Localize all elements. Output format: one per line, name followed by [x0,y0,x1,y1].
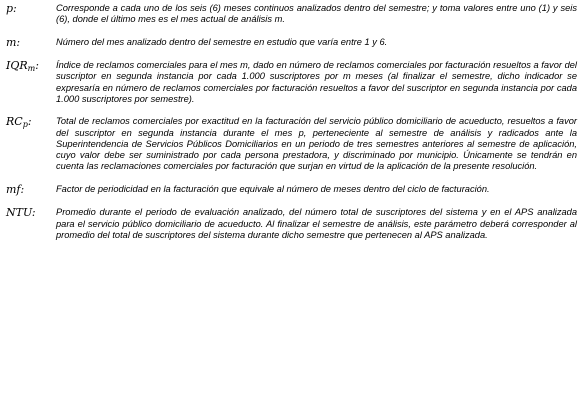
definition-text: Corresponde a cada uno de los seis (6) meses continuos analizados dentro del semestre; y toma valores entre uno (1) y seis (6), donde el último mes es el mes actual de análisis m. [56,3,577,25]
definition-m [6,37,577,50]
definition-text: Promedio durante el periodo de evaluación analizado, del número total de suscriptores del sistema y en el APS analizada para el servicio público domiciliario de acueducto. Al finalizar el semestre de análisis, este parámetro deberá corresponder al promedio del total de suscriptores del sistema durante dicho semestre que pertenecen al APS analizada. [56,207,577,240]
definition-symbol: mf: [6,182,25,196]
definition-text: Índice de reclamos comerciales para el mes m, dado en número de reclamos comerciales por facturación resueltos a favor del suscriptor en segunda instancia por cada 1.000 suscriptores por m meses (al finalizar el semestre, dicho indicador se expresaría en número de reclamos comerciales por facturación resueltos a favor del suscriptor en segunda instancia por cada 1.000 suscriptores por semestre). [56,60,577,104]
definition-text: Total de reclamos comerciales por exactitud en la facturación del servicio público domiciliario de acueducto, resueltos a favor del suscriptor en segunda instancia durante el mes p, perteneciente al semestre de análisis y radicados ante la Superintendencia de Servicios Públicos Domiciliarios en un periodo de tres semestres anteriores al semestre de aplicación, cuyo valor debe ser suministrado por cada persona prestadora, y discriminado por municipio. Únicamente se tendrán en cuenta las reclamaciones comerciales por facturación que surjan en virtud de la aplicación de la presente resolución. [56,116,577,172]
definition-p [6,3,577,26]
definition-symbol: $RC_p$: [6,115,32,130]
definition-mf [6,184,577,197]
definition-symbol: NTU: [6,206,36,220]
definition-rc [6,116,577,172]
definition-text: Número del mes analizado dentro del semestre en estudio que varía entre 1 y 6. [56,36,388,47]
definition-symbol: m: [6,35,21,49]
definition-iqr [6,60,577,105]
definition-symbol: p: [6,2,17,15]
definition-symbol: $IQR_m$: [6,59,39,74]
definition-ntu [6,207,577,241]
definition-text: Factor de periodicidad en la facturación que equivale al número de meses dentro del ciclo de facturación. [56,183,490,194]
